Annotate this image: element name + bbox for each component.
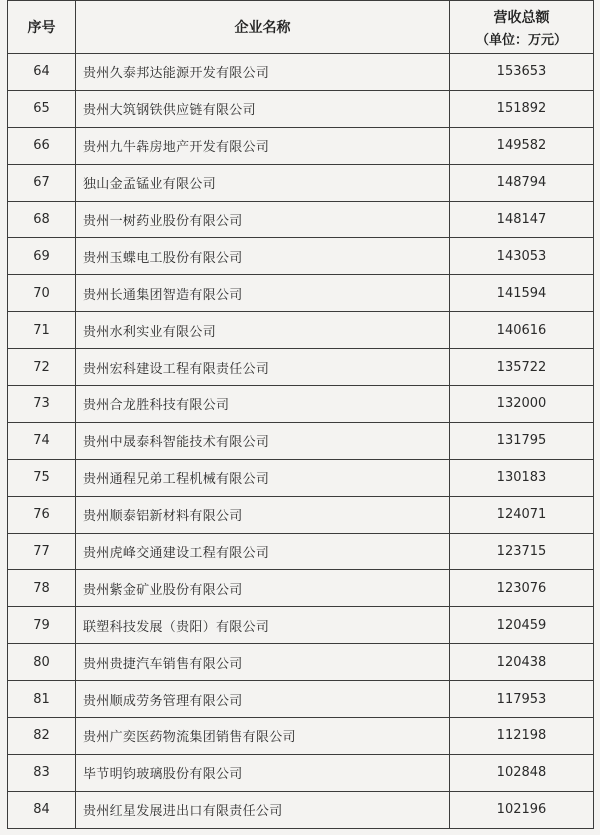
revenue-table bbox=[7, 0, 594, 829]
table-row bbox=[8, 791, 594, 828]
row-number: 75 bbox=[8, 459, 76, 496]
company-name: 贵州合龙胜科技有限公司 bbox=[76, 386, 450, 423]
company-name: 贵州广奕医药物流集团销售有限公司 bbox=[76, 718, 450, 755]
revenue-value: 131795 bbox=[450, 422, 594, 459]
company-name: 贵州大筑钢铁供应链有限公司 bbox=[76, 90, 450, 127]
revenue-value: 151892 bbox=[450, 90, 594, 127]
row-number: 78 bbox=[8, 570, 76, 607]
company-name: 贵州顺成劳务管理有限公司 bbox=[76, 681, 450, 718]
row-number: 64 bbox=[8, 54, 76, 91]
company-name: 联塑科技发展（贵阳）有限公司 bbox=[76, 607, 450, 644]
company-name: 贵州宏科建设工程有限责任公司 bbox=[76, 349, 450, 386]
company-name: 贵州通程兄弟工程机械有限公司 bbox=[76, 459, 450, 496]
table-row bbox=[8, 459, 594, 496]
header-name: 企业名称 bbox=[76, 1, 450, 54]
row-number: 74 bbox=[8, 422, 76, 459]
header-revenue-unit: （单位：万元） bbox=[475, 32, 567, 48]
row-number: 84 bbox=[8, 791, 76, 828]
row-number: 67 bbox=[8, 164, 76, 201]
company-name: 贵州一树药业股份有限公司 bbox=[76, 201, 450, 238]
company-name: 贵州红星发展进出口有限责任公司 bbox=[76, 791, 450, 828]
table-row bbox=[8, 164, 594, 201]
revenue-value: 132000 bbox=[450, 386, 594, 423]
table-row bbox=[8, 90, 594, 127]
revenue-value: 140616 bbox=[450, 312, 594, 349]
row-number: 69 bbox=[8, 238, 76, 275]
row-number: 83 bbox=[8, 754, 76, 791]
company-name: 贵州水利实业有限公司 bbox=[76, 312, 450, 349]
table-body bbox=[8, 54, 594, 829]
revenue-value: 148147 bbox=[450, 201, 594, 238]
table-row bbox=[8, 570, 594, 607]
revenue-value: 135722 bbox=[450, 349, 594, 386]
row-number: 80 bbox=[8, 644, 76, 681]
header-row bbox=[8, 1, 594, 54]
table-row bbox=[8, 644, 594, 681]
company-name: 独山金孟锰业有限公司 bbox=[76, 164, 450, 201]
table-row bbox=[8, 386, 594, 423]
company-name: 贵州长通集团智造有限公司 bbox=[76, 275, 450, 312]
table-header bbox=[8, 1, 594, 54]
revenue-value: 148794 bbox=[450, 164, 594, 201]
header-revenue-title: 营收总额 bbox=[493, 9, 550, 26]
table-row bbox=[8, 238, 594, 275]
row-number: 68 bbox=[8, 201, 76, 238]
revenue-value: 102196 bbox=[450, 791, 594, 828]
revenue-value: 149582 bbox=[450, 127, 594, 164]
table-row bbox=[8, 275, 594, 312]
company-name: 贵州玉蝶电工股份有限公司 bbox=[76, 238, 450, 275]
company-name: 贵州贵捷汽车销售有限公司 bbox=[76, 644, 450, 681]
table-row bbox=[8, 718, 594, 755]
company-name: 贵州九牛犇房地产开发有限公司 bbox=[76, 127, 450, 164]
company-name: 贵州虎峰交通建设工程有限公司 bbox=[76, 533, 450, 570]
company-name: 毕节明钧玻璃股份有限公司 bbox=[76, 754, 450, 791]
revenue-value: 102848 bbox=[450, 754, 594, 791]
revenue-value: 117953 bbox=[450, 681, 594, 718]
table-row bbox=[8, 681, 594, 718]
revenue-value: 120459 bbox=[450, 607, 594, 644]
row-number: 76 bbox=[8, 496, 76, 533]
company-name: 贵州中晟泰科智能技术有限公司 bbox=[76, 422, 450, 459]
row-number: 73 bbox=[8, 386, 76, 423]
header-no: 序号 bbox=[8, 1, 76, 54]
header-revenue bbox=[450, 1, 594, 54]
company-name: 贵州顺泰铝新材料有限公司 bbox=[76, 496, 450, 533]
table-row bbox=[8, 54, 594, 91]
row-number: 71 bbox=[8, 312, 76, 349]
row-number: 77 bbox=[8, 533, 76, 570]
row-number: 70 bbox=[8, 275, 76, 312]
table-row bbox=[8, 312, 594, 349]
revenue-value: 123076 bbox=[450, 570, 594, 607]
table-row bbox=[8, 607, 594, 644]
revenue-value: 120438 bbox=[450, 644, 594, 681]
table-row bbox=[8, 127, 594, 164]
table-row bbox=[8, 349, 594, 386]
row-number: 81 bbox=[8, 681, 76, 718]
revenue-value: 153653 bbox=[450, 54, 594, 91]
table-row bbox=[8, 754, 594, 791]
company-name: 贵州久泰邦达能源开发有限公司 bbox=[76, 54, 450, 91]
revenue-value: 130183 bbox=[450, 459, 594, 496]
row-number: 72 bbox=[8, 349, 76, 386]
revenue-value: 124071 bbox=[450, 496, 594, 533]
row-number: 79 bbox=[8, 607, 76, 644]
company-name: 贵州紫金矿业股份有限公司 bbox=[76, 570, 450, 607]
row-number: 66 bbox=[8, 127, 76, 164]
table-row bbox=[8, 533, 594, 570]
row-number: 65 bbox=[8, 90, 76, 127]
revenue-value: 112198 bbox=[450, 718, 594, 755]
row-number: 82 bbox=[8, 718, 76, 755]
table-row bbox=[8, 422, 594, 459]
revenue-value: 123715 bbox=[450, 533, 594, 570]
table-row bbox=[8, 496, 594, 533]
revenue-value: 143053 bbox=[450, 238, 594, 275]
revenue-value: 141594 bbox=[450, 275, 594, 312]
document-page bbox=[7, 0, 593, 833]
table-row bbox=[8, 201, 594, 238]
